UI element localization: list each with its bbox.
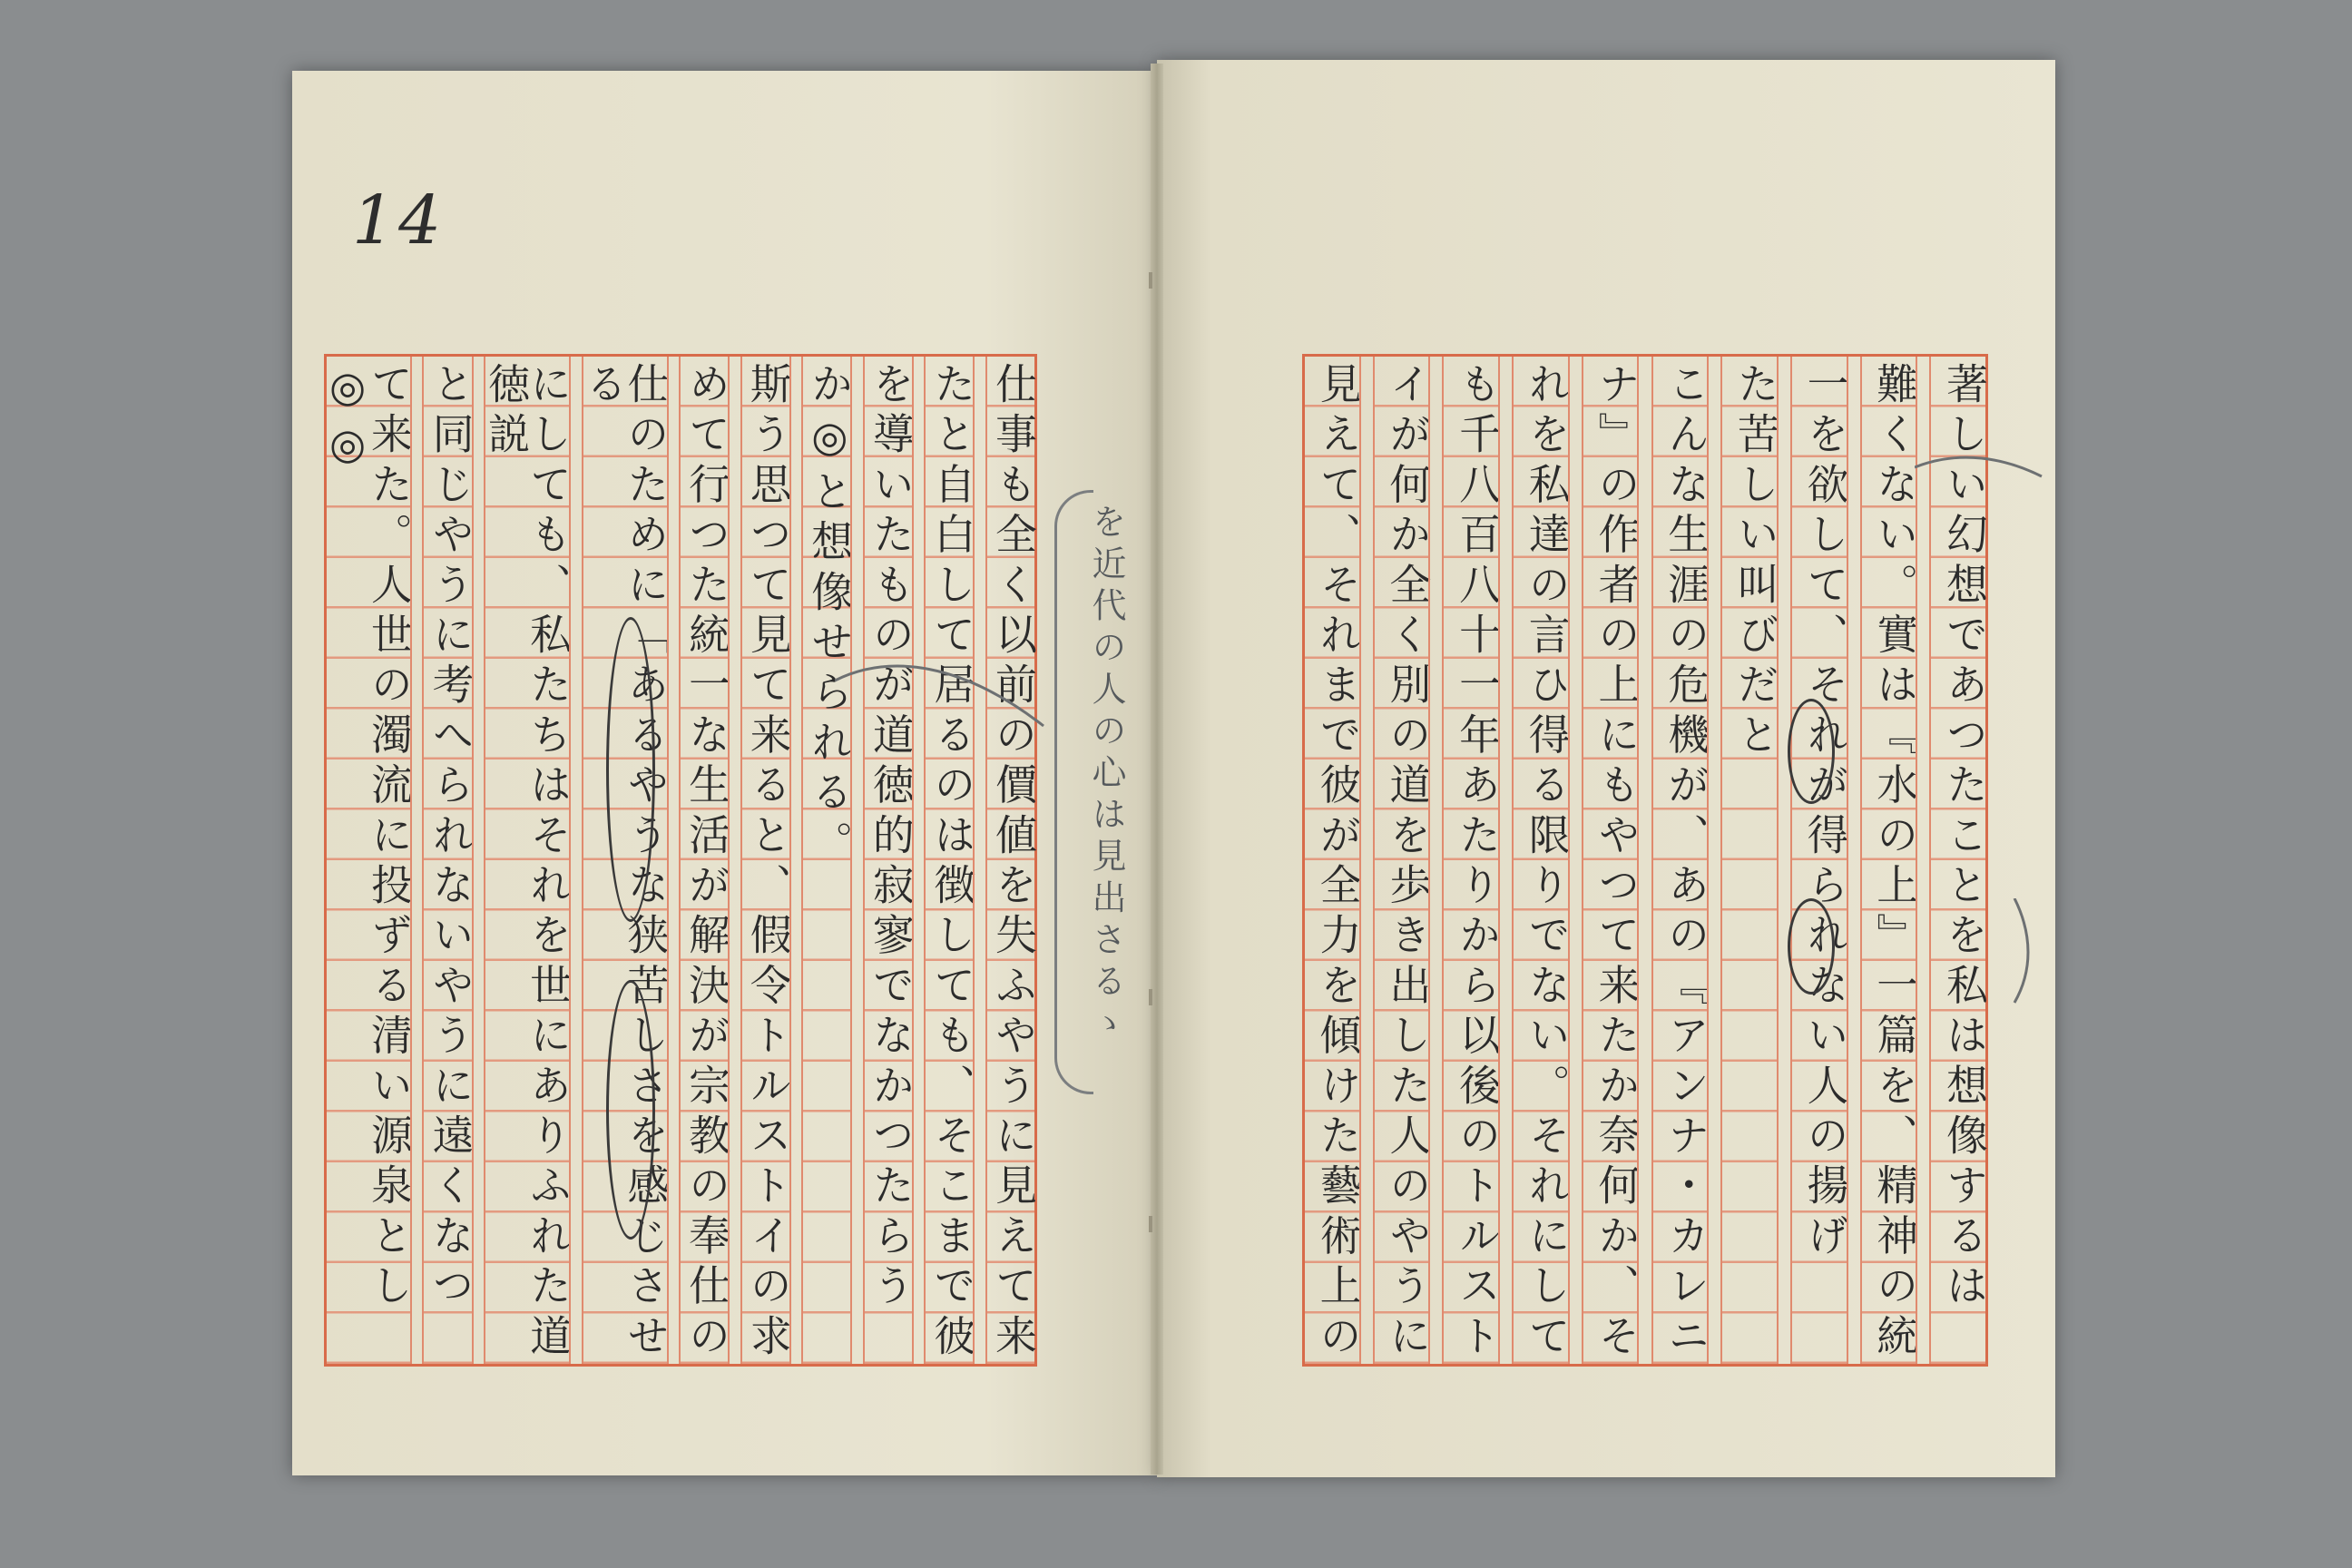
column-text: にしても、私たちはそれを世にありふれた道徳説 xyxy=(482,362,573,1364)
manuscript-column xyxy=(679,357,732,1364)
column-gap xyxy=(1847,357,1860,1364)
column-gap xyxy=(1707,357,1720,1364)
column-text: 見えて、それまで彼が全力を傾けた藝術上の xyxy=(1313,362,1363,1364)
book-spine xyxy=(1151,64,1163,1475)
column-gap xyxy=(1637,357,1651,1364)
column-text: たと自白して居るのは徴しても、そこまで彼 xyxy=(927,362,977,1364)
column-text: も千八百八十一年あたりから以後のトルスト xyxy=(1453,362,1503,1364)
column-text: こんな生涯の危機が、あの『アンナ・カレニ xyxy=(1661,362,1711,1364)
column-text: れを私達の言ひ得る限りでない。それにして xyxy=(1522,362,1572,1364)
manuscript-column xyxy=(863,357,916,1364)
circled-correction-mark xyxy=(606,980,655,1240)
binding-stitch xyxy=(1149,1216,1152,1232)
right-manuscript-grid xyxy=(1302,354,1988,1367)
column-gap xyxy=(1359,357,1373,1364)
column-gap xyxy=(569,357,581,1364)
column-text: 仕のために「あるやうな狭苦しさを感じさせる xyxy=(579,362,671,1364)
manuscript-column xyxy=(985,357,1038,1364)
column-text: か◎と想像せられる。 xyxy=(805,362,855,870)
column-gap xyxy=(1428,357,1442,1364)
manuscript-column xyxy=(740,357,793,1364)
binding-stitch xyxy=(1149,989,1152,1005)
binding-stitch xyxy=(1149,272,1152,289)
manuscript-column xyxy=(924,357,977,1364)
circled-correction-mark xyxy=(1788,699,1835,804)
column-gap xyxy=(1498,357,1512,1364)
column-text: 斯う思つて見て来ると、假令トルストイの求 xyxy=(743,362,793,1364)
column-gap xyxy=(1568,357,1582,1364)
column-gap xyxy=(789,357,801,1364)
column-text: と同じやうに考へられないやうに遠くなつ xyxy=(426,362,475,1314)
column-text: 著しい幻想であつたことを私は想像するは xyxy=(1940,362,1989,1314)
manuscript-column xyxy=(323,357,415,1364)
manuscript-column xyxy=(1720,357,1780,1364)
manuscript-column xyxy=(482,357,573,1364)
manuscript-column xyxy=(1582,357,1642,1364)
column-gap xyxy=(973,357,985,1364)
manuscript-column xyxy=(1651,357,1711,1364)
manuscript-column xyxy=(1305,357,1363,1364)
column-text: イが何か全く別の道を歩き出した人のやうに xyxy=(1383,362,1433,1365)
pencil-edge-mark xyxy=(2005,898,2042,1007)
column-gap xyxy=(912,357,924,1364)
column-text: て来た。人世の濁流に投ずる清い源泉とし◎◎ xyxy=(323,362,415,1314)
column-text: 一を欲して、それが得られない人の揚げ xyxy=(1800,362,1850,1264)
column-gap xyxy=(1777,357,1790,1364)
column-gap xyxy=(472,357,484,1364)
margin-note: を近代の人の心は見出さるゝ xyxy=(1086,504,1126,1046)
column-text: を導いたものが道徳的寂寥でなかつたらう xyxy=(866,362,916,1314)
column-gap xyxy=(667,357,679,1364)
manuscript-column xyxy=(1373,357,1433,1365)
manuscript-column xyxy=(1790,357,1850,1364)
manuscript-column xyxy=(422,357,475,1364)
column-gap xyxy=(728,357,740,1364)
column-text: 仕事も全く以前の價値を失ふやうに見えて来 xyxy=(989,362,1038,1364)
column-gap xyxy=(850,357,862,1364)
pencil-arrow-line xyxy=(835,653,1071,744)
column-text: ナ』の作者の上にもやつて来たか奈何か、そ xyxy=(1592,362,1642,1364)
column-text: 難くない。實は『水の上』一篇を、精神の統 xyxy=(1870,362,1920,1364)
left-manuscript-grid xyxy=(324,354,1037,1367)
column-text: めて行つた統一な生活が解決が宗教の奉仕の xyxy=(682,362,732,1364)
pencil-arrow-line xyxy=(1915,449,2051,522)
manuscript-column xyxy=(801,357,855,1364)
column-gap xyxy=(410,357,422,1364)
manuscript-column xyxy=(1442,357,1503,1364)
manuscript-column xyxy=(1860,357,1920,1364)
manuscript-column xyxy=(1512,357,1572,1364)
page-number: 14 xyxy=(352,181,446,260)
column-text: た苦しい叫びだと xyxy=(1730,362,1780,763)
circled-correction-mark xyxy=(606,617,655,922)
circled-correction-mark xyxy=(1788,898,1835,995)
